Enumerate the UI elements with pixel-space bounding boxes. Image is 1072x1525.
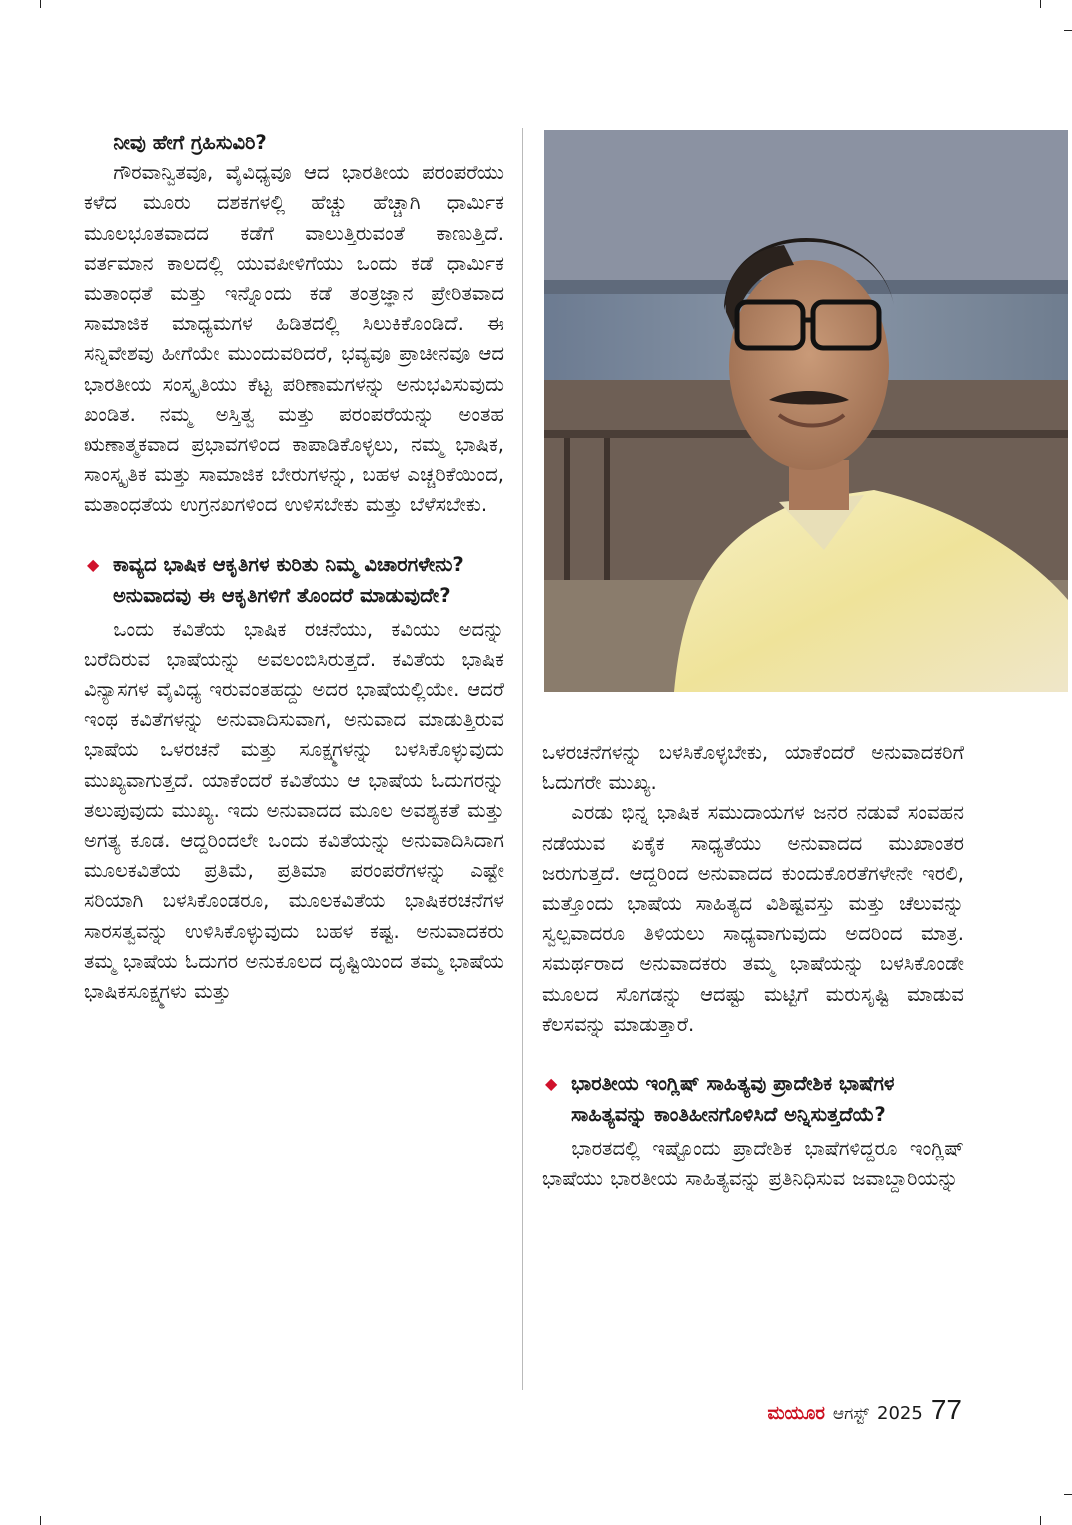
author-portrait-photo <box>544 130 1068 692</box>
diamond-bullet-icon: ◆ <box>545 1074 558 1094</box>
crop-mark-bottom-right <box>1040 1516 1041 1525</box>
article-paragraph: ಗೌರವಾನ್ವಿತವೂ, ವೈವಿಧ್ಯವೂ ಆದ ಭಾರತೀಯ ಪರಂಪರೆಯು ಕಳೆದ ಮೂರು ದಶಕಗಳಲ್ಲಿ ಹೆಚ್ಚು ಹೆಚ್ಚಾಗಿ ಧಾರ್ಮಿಕ ಮೂಲಭೂತವಾದದ ಕಡೆಗೆ ವಾಲುತ್ತಿರುವಂತೆ ಕಾಣುತ್ತಿದೆ. ವರ್ತಮಾನ ಕಾಲದಲ್ಲಿ ಯುವಪೀಳಿಗೆಯು ಒಂದು ಕಡೆ ಧಾರ್ಮಿಕ ಮತಾಂಧತೆ ಮತ್ತು ಇನ್ನೊಂದು ಕಡೆ ತಂತ್ರಜ್ಞಾನ ಪ್ರೇರಿತವಾದ ಸಾಮಾಜಿಕ ಮಾಧ್ಯಮಗಳ ಹಿಡಿತದಲ್ಲಿ ಸಿಲುಕಿಕೊಂಡಿದೆ. ಈ ಸನ್ನಿವೇಶವು ಹೀಗೆಯೇ ಮುಂದುವರಿದರೆ, ಭವ್ಯವೂ ಪ್ರಾಚೀನವೂ ಆದ ಭಾರತೀಯ ಸಂಸ್ಕೃತಿಯು ಕೆಟ್ಟ ಪರಿಣಾಮಗಳನ್ನು ಅನುಭವಿಸುವುದು ಖಂಡಿತ. ನಮ್ಮ ಅಸ್ತಿತ್ವ ಮತ್ತು ಪರಂಪರೆಯನ್ನು ಅಂತಹ ಋಣಾತ್ಮಕವಾದ ಪ್ರಭಾವಗಳಿಂದ ಕಾಪಾಡಿಕೊಳ್ಳಲು, ನಮ್ಮ ಭಾಷಿಕ, ಸಾಂಸ್ಕೃತಿಕ ಮತ್ತು ಸಾಮಾಜಿಕ ಬೇರುಗಳನ್ನು, ಬಹಳ ಎಚ್ಚರಿಕೆಯಿಂದ, ಮತಾಂಧತೆಯ ಉಗ್ರನಖಗಳಿಂದ ಉಳಿಸಬೇಕು ಮತ್ತು ಬೆಳೆಸಬೇಕು. <box>84 161 504 517</box>
left-column <box>84 128 504 1007</box>
article-paragraph: ಒಂದು ಕವಿತೆಯ ಭಾಷಿಕ ರಚನೆಯು, ಕವಿಯು ಅದನ್ನು ಬರೆದಿರುವ ಭಾಷೆಯನ್ನು ಅವಲಂಬಿಸಿರುತ್ತದೆ. ಕವಿತೆಯ ಭಾಷಿಕ ವಿನ್ಯಾಸಗಳ ವೈವಿಧ್ಯ ಇರುವಂತಹದ್ದು ಅದರ ಭಾಷೆಯಲ್ಲಿಯೇ. ಆದರೆ ಇಂಥ ಕವಿತೆಗಳನ್ನು ಅನುವಾದಿಸುವಾಗ, ಅನುವಾದ ಮಾಡುತ್ತಿರುವ ಭಾಷೆಯ ಒಳರಚನೆ ಮತ್ತು ಸೂಕ್ಷ್ಮಗಳನ್ನು ಬಳಸಿಕೊಳ್ಳುವುದು ಮುಖ್ಯವಾಗುತ್ತದೆ. ಯಾಕೆಂದರೆ ಕವಿತೆಯು ಆ ಭಾಷೆಯ ಓದುಗರನ್ನು ತಲುಪುವುದು ಮುಖ್ಯ. ಇದು ಅನುವಾದದ ಮೂಲ ಅವಶ್ಯಕತೆ ಮತ್ತು ಅಗತ್ಯ ಕೂಡ. ಆದ್ದರಿಂದಲೇ ಒಂದು ಕವಿತೆಯನ್ನು ಅನುವಾದಿಸಿದಾಗ ಮೂಲಕವಿತೆಯ ಪ್ರತಿಮೆ, ಪ್ರತಿಮಾ ಪರಂಪರೆಗಳನ್ನು ಎಷ್ಟೇ ಸರಿಯಾಗಿ ಬಳಸಿಕೊಂಡರೂ, ಮೂಲಕವಿತೆಯ ಭಾಷಿಕರಚನೆಗಳ ಸಾರಸತ್ವವನ್ನು ಉಳಿಸಿಕೊಳ್ಳುವುದು ಬಹಳ ಕಷ್ಟ. ಅನುವಾದಕರು ತಮ್ಮ ಭಾಷೆಯ ಓದುಗರ ಅನುಕೂಲದ ದೃಷ್ಟಿಯಿಂದ ತಮ್ಮ ಭಾಷೆಯ ಭಾಷಿಕಸೂಕ್ಷ್ಮಗಳು ಮತ್ತು <box>84 617 504 1004</box>
issue-month: ಆಗಸ್ಟ್ <box>832 1404 870 1424</box>
article-paragraph: ಒಳರಚನೆಗಳನ್ನು ಬಳಸಿಕೊಳ್ಳಬೇಕು, ಯಾಕೆಂದರೆ ಅನುವಾದಕರಿಗೆ ಓದುಗರೇ ಮುಖ್ಯ. <box>542 741 964 795</box>
question-block <box>542 1068 964 1130</box>
article-paragraph: ಭಾರತದಲ್ಲಿ ಇಷ್ಟೊಂದು ಪ್ರಾದೇಶಿಕ ಭಾಷೆಗಳಿದ್ದರೂ ಇಂಗ್ಲಿಷ್ ಭಾಷೆಯು ಭಾರತೀಯ ಸಾಹಿತ್ಯವನ್ನು ಪ್ರತಿನಿಧಿಸುವ ಜವಾಬ್ದಾರಿಯನ್ನು <box>542 1137 964 1191</box>
page-number: 77 <box>930 1394 962 1425</box>
diamond-bullet-icon: ◆ <box>87 554 100 574</box>
crop-mark-bottom-left <box>40 1516 41 1525</box>
interview-question: ಕಾವ್ಯದ ಭಾಷಿಕ ಆಕೃತಿಗಳ ಕುರಿತು ನಿಮ್ಮ ವಿಚಾರಗಳೇನು? ಅನುವಾದವು ಈ ಆಕೃತಿಗಳಿಗೆ ತೊಂದರೆ ಮಾಡುವುದೇ? <box>113 552 464 607</box>
page-footer <box>767 1394 962 1426</box>
crop-mark-top-left <box>40 0 41 8</box>
question-block <box>84 549 504 611</box>
interview-question: ಭಾರತೀಯ ಇಂಗ್ಲಿಷ್ ಸಾಹಿತ್ಯವು ಪ್ರಾದೇಶಿಕ ಭಾಷೆಗಳ ಸಾಹಿತ್ಯವನ್ನು ಕಾಂತಿಹೀನಗೊಳಿಸಿದೆ ಅನ್ನಿಸುತ್ತದೆಯೆ? <box>571 1072 895 1127</box>
column-divider <box>522 128 523 1390</box>
crop-mark-right-bottom <box>1064 1494 1072 1495</box>
article-paragraph: ಎರಡು ಭಿನ್ನ ಭಾಷಿಕ ಸಮುದಾಯಗಳ ಜನರ ನಡುವೆ ಸಂವಹನ ನಡೆಯುವ ಏಕೈಕ ಸಾಧ್ಯತೆಯು ಅನುವಾದದ ಮುಖಾಂತರ ಜರುಗುತ್ತದೆ. ಆದ್ದರಿಂದ ಅನುವಾದದ ಕುಂದುಕೊರತೆಗಳೇನೇ ಇರಲಿ, ಮತ್ತೊಂದು ಭಾಷೆಯ ಸಾಹಿತ್ಯದ ವಿಶಿಷ್ಟವಸ್ತು ಮತ್ತು ಚೆಲುವನ್ನು ಸ್ವಲ್ಪವಾದರೂ ತಿಳಿಯಲು ಸಾಧ್ಯವಾಗುವುದು ಅದರಿಂದ ಮಾತ್ರ. ಸಮರ್ಥರಾದ ಅನುವಾದಕರು ತಮ್ಮ ಭಾಷೆಯನ್ನು ಬಳಸಿಕೊಂಡೇ ಮೂಲದ ಸೊಗಡನ್ನು ಆದಷ್ಟು ಮಟ್ಟಿಗೆ ಮರುಸೃಷ್ಟಿ ಮಾಡುವ ಕೆಲಸವನ್ನು ಮಾಡುತ್ತಾರೆ. <box>542 801 964 1036</box>
magazine-logo: ಮಯೂರ <box>767 1403 825 1424</box>
right-column <box>542 738 964 1194</box>
issue-year: 2025 <box>877 1403 923 1424</box>
crop-mark-top-right <box>1040 0 1041 8</box>
crop-mark-right-top <box>1064 30 1072 31</box>
intro-question: ನೀವು ಹೇಗೆ ಗ್ರಹಿಸುವಿರಿ? <box>113 131 267 154</box>
